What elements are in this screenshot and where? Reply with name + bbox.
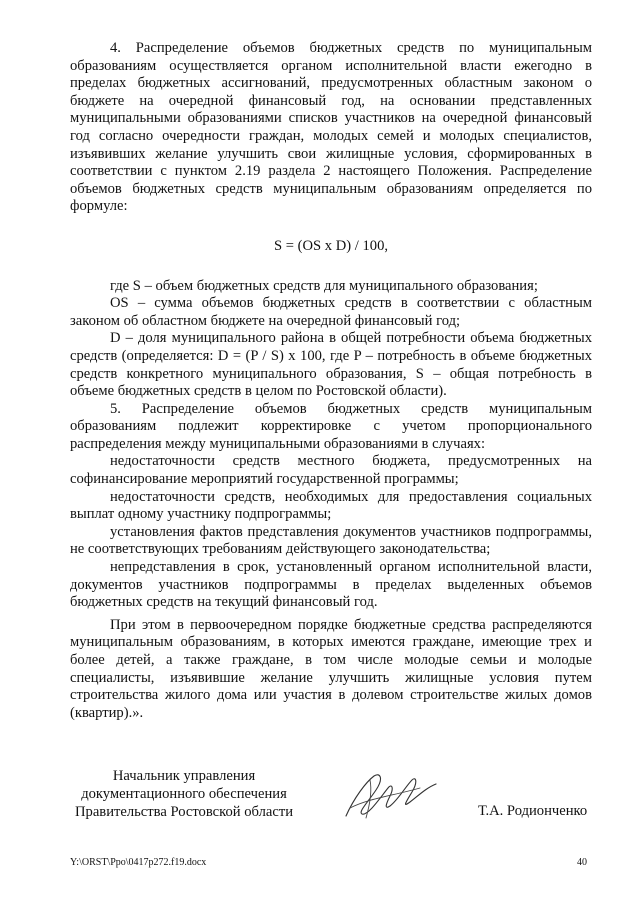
signatory-title-line1: Начальник управления — [112, 768, 256, 784]
footer-file-path: Y:\ORST\Ppo\0417p272.f19.docx — [70, 857, 207, 868]
paragraph-4-distribution: 4. Распределение объемов бюджетных средств по муниципальным образованиям осуществляется органом исполнительной власти ежегодно в пределах бюджетных ассигнований, предусмотренных областным законом о бюджете на очередной финансовый год, на основании представленных муниципальными образованиями списков участников на очередной финансовый год согласно очередности граждан, молодых семей и молодых специалистов, изъявивших желание улучшить свои жилищные условия, сформированных в соответствии с пунктом 2.19 раздела 2 настоящего Положения. Распределение объемов бюджетных средств муниципальным образованиям определяется по формуле: — [70, 40, 592, 215]
definition-s: где S – объем бюджетных средств для муниципального образования; — [110, 277, 538, 294]
case-social-payments: недостаточности средств, необходимых для предоставления социальных выплат одному участнику подпрограммы; — [70, 488, 592, 523]
handwritten-signature — [340, 768, 440, 824]
paragraph-5-adjustment: 5. Распределение объемов бюджетных средств муниципальным образованиям подлежит корректировке с учетом пропорционального распределения между муниципальными образованиями в случаях: — [70, 400, 592, 452]
formula: S = (OS x D) / 100, — [273, 237, 389, 254]
definition-d: D – доля муниципального района в общей потребности объема бюджетных средств (определяется: D = (P / S) x 100, где P – потребность в объеме бюджетных средств конкретного муниципального образования, S – общая потребность в объеме бюджетных средств в целом по Ростовской области). — [70, 330, 592, 400]
signatory-title-line2: документационного обеспечения — [81, 786, 287, 802]
priority-paragraph: При этом в первоочередном порядке бюджетные средства распределяются муниципальным образованиям, в которых имеются граждане, имеющие трех и более детей, а также граждане, в том числе молодые семьи и молодые специалисты, изъявившие желание улучшить жилищные условия путем строительства жилого дома или участия в долевом строительстве жилых домов (квартир).». — [70, 616, 592, 721]
document-body — [70, 40, 592, 722]
case-documents-late: непредставления в срок, установленный органом исполнительной власти, документов участников подпрограммы в пределах выделенных объемов бюджетных средств на текущий финансовый год. — [70, 559, 592, 611]
case-local-budget: недостаточности средств местного бюджета, предусмотренных на софинансирование мероприятий государственной программы; — [70, 453, 592, 488]
signatory-title-line3: Правительства Ростовской области — [74, 804, 294, 820]
signatory-title — [64, 767, 304, 821]
signatory-name: Т.А. Родионченко — [478, 803, 588, 819]
definition-os: OS – сумма объемов бюджетных средств в соответствии с областным законом об областном бюджете на очередной финансовый год; — [70, 295, 592, 329]
footer-page-number: 40 — [577, 857, 587, 868]
case-documents-noncompliant: установления фактов представления документов участников подпрограммы, не соответствующих требованиям действующего законодательства; — [70, 523, 592, 558]
